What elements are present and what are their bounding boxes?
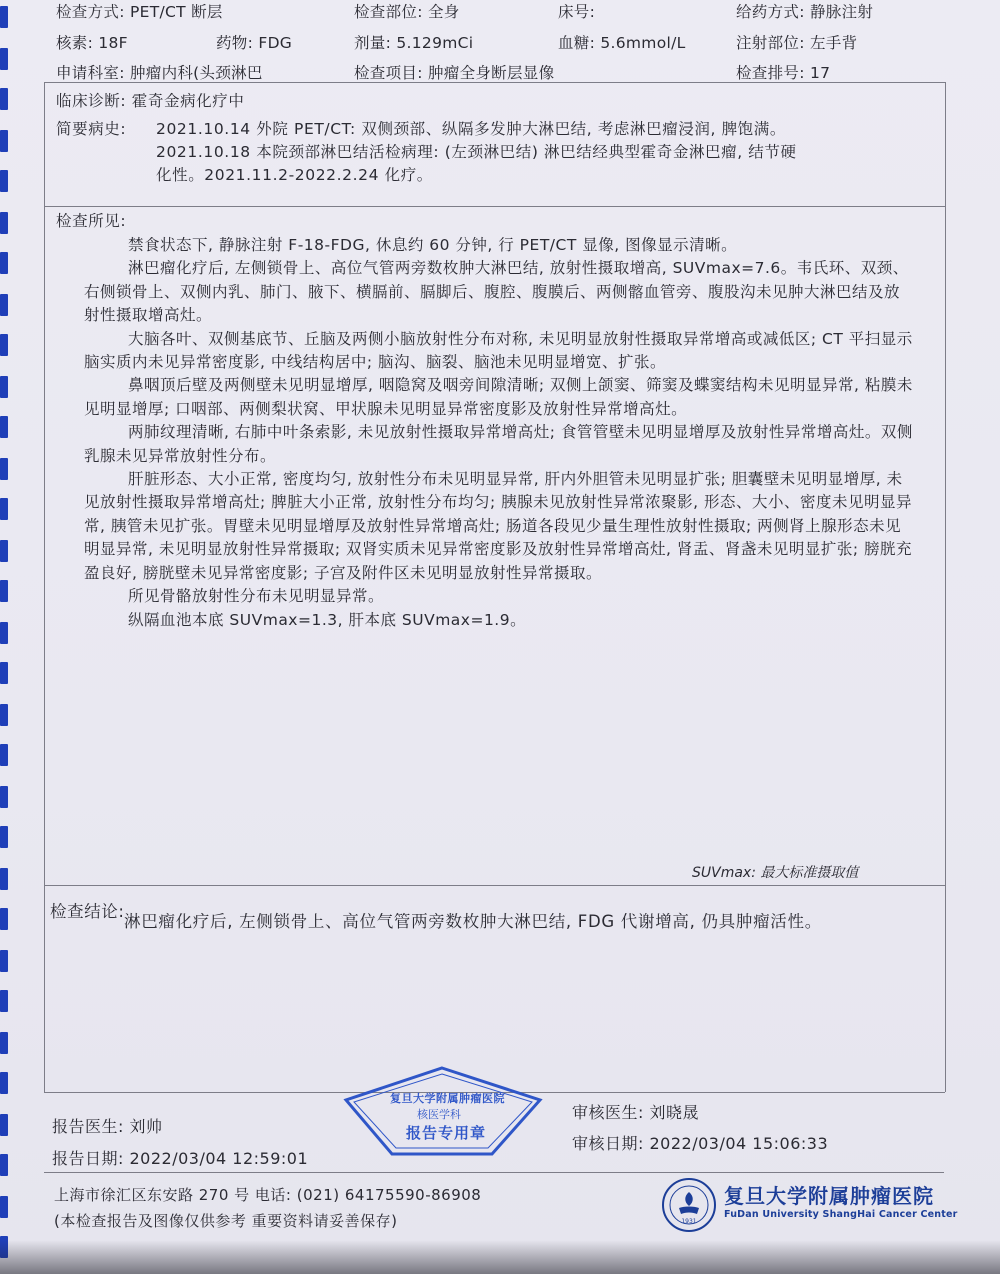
binder-holes: [0, 0, 12, 1274]
nuclide-label: 核素:: [56, 34, 94, 52]
admin-method: [736, 0, 873, 22]
report-date: [52, 1146, 308, 1169]
blood-glucose-label: 血糖:: [558, 34, 596, 52]
header-row-1: [56, 0, 223, 22]
review-date: [572, 1131, 828, 1154]
exam-item-value: 肿瘤全身断层显像: [427, 64, 555, 82]
footer-note: (本检查报告及图像仅供参考 重要资料请妥善保存): [54, 1212, 398, 1230]
footer-divider: [44, 1172, 944, 1173]
requesting-dept-value: 肿瘤内科(头颈淋巴: [129, 64, 263, 82]
report-date-label: 报告日期:: [52, 1149, 124, 1168]
admin-method-value: 静脉注射: [809, 3, 874, 21]
findings-paragraph: 淋巴瘤化疗后, 左侧锁骨上、高位气管两旁数枚肿大淋巴结, 放射性摄取增高, SUVmax=7.6。韦氏环、双颈、右侧锁骨上、双侧内乳、肺门、腋下、横膈前、膈脚后、腹腔、腹膜后、两侧髂血管旁、腹股沟未见肿大淋巴结及放射性摄取增高灶。: [84, 259, 909, 325]
stamp-main: 报告专用章: [406, 1124, 487, 1142]
history-line: 化性。2021.11.2-2022.2.24 化疗。: [156, 166, 433, 184]
clinical-diagnosis-label: 临床诊断:: [56, 92, 127, 110]
findings-paragraph: 肝脏形态、大小正常, 密度均匀, 放射性分布未见明显异常, 肝内外胆管未见明显扩张; 胆囊壁未见明显增厚, 未见放射性摄取异常增高灶; 脾脏大小正常, 放射性分布均匀; 胰腺未见放射性异常浓聚影, 形态、大小、密度未见明显异常, 胰管未见扩张。胃壁未见明显增厚及放射性异常增高灶; 肠道各段见少量生理性放射性摄取; 两侧肾上腺形态未见明显异常, 未见明显放射性异常摄取; 双肾实质未见异常密度影及放射性异常增高灶, 肾盂、肾盏未见明显扩张; 膀胱充盈良好, 膀胱壁未见异常密度影; 子宫及附件区未见明显放射性异常摄取。: [84, 470, 913, 582]
exam-method-value: PET/CT 断层: [129, 3, 223, 21]
review-date-value: 2022/03/04 15:06:33: [649, 1134, 829, 1153]
exam-site-label: 检查部位:: [354, 3, 423, 21]
exam-queue-label: 检查排号:: [736, 64, 805, 82]
findings-label: 检查所见:: [56, 212, 127, 230]
history-line: 2021.10.18 本院颈部淋巴结活检病理: (左颈淋巴结) 淋巴结经典型霍奇金淋巴瘤, 结节硬: [156, 143, 797, 161]
exam-site: [354, 0, 460, 22]
conclusion-label: 检查结论:: [50, 902, 125, 921]
exam-item: [354, 61, 554, 83]
findings-paragraph: 禁食状态下, 静脉注射 F-18-FDG, 休息约 60 分钟, 行 PET/CT 显像, 图像显示清晰。: [128, 236, 738, 254]
dose: [354, 31, 473, 53]
findings-paragraph: 所见骨骼放射性分布未见明显异常。: [128, 587, 385, 606]
divider-top: [44, 82, 945, 83]
clinical-diagnosis-value: 霍奇金病化疗中: [131, 92, 245, 110]
dose-value: 5.129mCi: [396, 34, 474, 52]
legend-definition: 最大标准摄取值: [760, 865, 859, 881]
exam-site-value: 全身: [427, 3, 460, 21]
hospital-name-cn: 复旦大学附属肿瘤医院: [724, 1184, 934, 1208]
findings-paragraph: 两肺纹理清晰, 右肺中叶条索影, 未见放射性摄取异常增高灶; 食管管壁未见明显增厚及放射性异常增高灶。双侧乳腺未见异常放射性分布。: [84, 423, 913, 465]
nuclide: [56, 31, 128, 53]
drug-value: FDG: [258, 34, 293, 52]
logo-year: 1931: [681, 1218, 697, 1225]
review-doctor-value: 刘晓晟: [649, 1103, 700, 1122]
review-doctor: [572, 1100, 699, 1123]
requesting-dept-label: 申请科室:: [56, 64, 125, 82]
hospital-name-en: FuDan University ShangHai Cancer Center: [724, 1209, 958, 1220]
findings-paragraph: 鼻咽顶后壁及两侧壁未见明显增厚, 咽隐窝及咽旁间隙清晰; 双侧上颌窦、筛窦及蝶窦结构未见明显异常, 粘膜未见明显增厚; 口咽部、两侧梨状窝、甲状腺未见明显异常密度影及放射性异常增高灶。: [84, 376, 913, 418]
bed-number-label: 床号:: [558, 3, 596, 21]
clinical-diagnosis: [56, 90, 244, 113]
blood-glucose-value: 5.6mmol/L: [600, 34, 686, 52]
history-label: 简要病史:: [56, 120, 127, 138]
exam-queue-number: [736, 61, 830, 83]
hospital-logo: [660, 1176, 718, 1234]
divider-conclusion: [44, 885, 945, 886]
injection-site-value: 左手背: [809, 34, 858, 52]
stamp-subtitle: 核医学科: [417, 1108, 461, 1121]
report-doctor-value: 刘帅: [129, 1117, 163, 1136]
exam-item-label: 检查项目:: [354, 64, 423, 82]
bed-number: [558, 0, 595, 22]
legend-term: SUVmax:: [692, 865, 756, 881]
blood-glucose: [558, 31, 686, 53]
findings-paragraph: 纵隔血池本底 SUVmax=1.3, 肝本底 SUVmax=1.9。: [128, 610, 527, 629]
drug-label: 药物:: [216, 34, 254, 52]
review-date-label: 审核日期:: [572, 1134, 644, 1153]
review-doctor-label: 审核医生:: [572, 1103, 644, 1122]
requesting-dept: [56, 61, 263, 83]
findings-body: [84, 234, 914, 632]
findings-paragraph: 大脑各叶、双侧基底节、丘脑及两侧小脑放射性分布对称, 未见明显放射性摄取异常增高或减低区; CT 平扫显示脑实质内未见异常密度影, 中线结构居中; 脑沟、脑裂、脑池未见明显增宽、扩张。: [84, 329, 913, 372]
report-doctor: [52, 1114, 163, 1137]
drug: [216, 31, 292, 53]
exam-method-label: 检查方式:: [56, 3, 125, 21]
report-date-value: 2022/03/04 12:59:01: [129, 1149, 309, 1168]
suvmax-legend: [692, 862, 858, 882]
nuclide-value: 18F: [98, 34, 128, 52]
report-stamp: [342, 1064, 546, 1158]
footer-address: 上海市徐汇区东安路 270 号 电话: (021) 64175590-86908: [54, 1186, 482, 1204]
bottom-shadow: [0, 1240, 1000, 1274]
admin-method-label: 给药方式:: [736, 3, 805, 21]
history-line: 2021.10.14 外院 PET/CT: 双侧颈部、纵隔多发肿大淋巴结, 考虑淋巴瘤浸润, 脾饱满。: [156, 120, 786, 138]
exam-queue-value: 17: [809, 64, 831, 82]
report-doctor-label: 报告医生:: [52, 1117, 124, 1136]
dose-label: 剂量:: [354, 34, 392, 52]
injection-site: [736, 31, 857, 53]
stamp-title: 复旦大学附属肿瘤医院: [390, 1092, 505, 1105]
divider-history: [44, 206, 945, 207]
conclusion-text: 淋巴瘤化疗后, 左侧锁骨上、高位气管两旁数枚肿大淋巴结, FDG 代谢增高, 仍具肿瘤活性。: [124, 912, 822, 931]
hospital-logo-icon: [660, 1176, 718, 1234]
conclusion-body: [84, 906, 914, 937]
injection-site-label: 注射部位:: [736, 34, 805, 52]
